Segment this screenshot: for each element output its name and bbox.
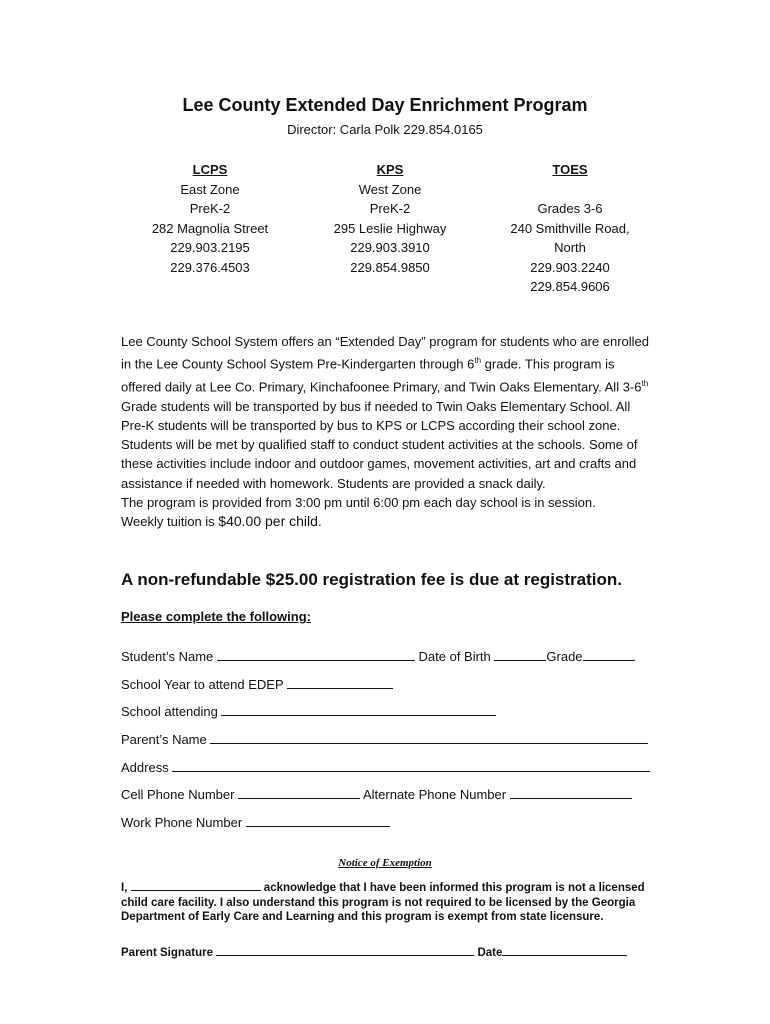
form-row-address <box>121 759 650 775</box>
location-phone: 229.903.3910 <box>350 240 430 255</box>
location-phone: 229.376.4503 <box>170 259 250 275</box>
cell-phone-label: Cell Phone Number <box>121 787 235 802</box>
date-field[interactable] <box>502 944 627 956</box>
school-year-field[interactable] <box>287 676 393 689</box>
school-attending-label: School attending <box>121 704 218 719</box>
location-lcps <box>110 160 310 277</box>
exemption-acknowledgement <box>121 879 661 925</box>
location-address: 282 Magnolia Street <box>151 220 269 236</box>
exemption-heading: Notice of Exemption <box>338 857 432 869</box>
location-address: 240 Smithville Road, <box>510 220 630 236</box>
form-row-phones <box>121 786 632 802</box>
ack-name-field[interactable] <box>131 879 261 891</box>
dob-field[interactable] <box>494 648 546 661</box>
page-title: Lee County Extended Day Enrichment Program <box>182 95 588 115</box>
parent-name-field[interactable] <box>210 731 648 744</box>
student-name-field[interactable] <box>217 648 415 661</box>
location-name: TOES <box>552 162 588 177</box>
grade-label: Grade <box>546 649 583 664</box>
location-name: LCPS <box>192 162 228 177</box>
parent-signature-field[interactable] <box>216 944 474 956</box>
parent-signature-label: Parent Signature <box>121 947 214 959</box>
alt-phone-field[interactable] <box>510 786 632 799</box>
form-row-school-year <box>121 676 393 692</box>
location-grades: Grades 3-6 <box>537 201 603 216</box>
location-grades: PreK-2 <box>189 201 231 216</box>
tuition-amount: $40.00 per child. <box>218 513 322 530</box>
location-kps <box>290 160 490 277</box>
location-phone: 229.854.9606 <box>530 279 610 294</box>
description-text: Lee County School System offers an “Extended Day” program for students who are enrolled in the Lee County School System Pre-Kindergarten through 6 <box>121 334 649 372</box>
form-row-student <box>121 648 635 664</box>
ack-text: acknowledge that I have been informed this program is not a licensed child care facility. I also understand this program is not required to be licensed by the Georgia Department of Early Care and Learning and this program is exempt from state licensure. <box>121 882 645 923</box>
location-phone: 229.903.2195 <box>170 240 250 255</box>
school-attending-field[interactable] <box>221 703 496 716</box>
description-paragraph <box>121 332 651 493</box>
description-text: grade. This program is offered daily at Lee Co. Primary, Kinchafoonee Primary, and Twin Oaks Elementary. All 3-6 <box>121 356 642 395</box>
registration-fee-notice: A non-refundable $25.00 registration fee is due at registration. <box>121 570 622 589</box>
director-line: Director: Carla Polk 229.854.0165 <box>287 122 483 137</box>
date-label: Date <box>477 947 503 959</box>
form-row-parent <box>121 731 648 747</box>
address-field[interactable] <box>172 759 650 772</box>
program-hours: The program is provided from 3:00 pm until 6:00 pm each day school is in session. <box>121 495 596 511</box>
form-heading: Please complete the following: <box>121 609 311 624</box>
location-name: KPS <box>376 162 404 177</box>
school-year-label: School Year to attend EDEP <box>121 677 284 692</box>
program-description <box>121 332 651 532</box>
location-grades: PreK-2 <box>369 201 411 216</box>
form-row-work-phone <box>121 814 390 830</box>
tuition-label: Weekly tuition is <box>121 514 219 530</box>
alt-phone-label: Alternate Phone Number <box>362 787 507 802</box>
signature-row <box>121 944 627 959</box>
location-address-cont: North <box>554 240 586 255</box>
student-name-label: Student’s Name <box>121 649 214 664</box>
parent-name-label: Parent’s Name <box>121 732 207 747</box>
location-toes <box>470 160 670 297</box>
grade-field[interactable] <box>583 648 635 661</box>
location-phone: 229.854.9850 <box>350 259 430 275</box>
ack-i-label: I, <box>121 882 128 894</box>
superscript: th <box>641 378 649 388</box>
location-zone: East Zone <box>180 181 240 197</box>
address-label: Address <box>121 760 169 775</box>
dob-label: Date of Birth <box>418 649 491 664</box>
location-blank-line <box>470 180 670 200</box>
work-phone-label: Work Phone Number <box>121 815 243 830</box>
location-phone: 229.903.2240 <box>530 259 610 275</box>
description-text: Grade students will be transported by bus if needed to Twin Oaks Elementary School. All Pre-K students will be transported by bus to KPS or LCPS according their school zone. Students will be met by qualified staff to conduct student activities at the schools. Some of these activities include indoor and outdoor games, movement activities, art and crafts and assistance if needed with homework. Students are provided a snack daily. <box>121 398 638 491</box>
location-zone: West Zone <box>358 181 422 197</box>
tuition-line <box>121 512 651 531</box>
superscript: th <box>474 356 482 366</box>
work-phone-field[interactable] <box>246 814 390 827</box>
location-address: 295 Leslie Highway <box>333 220 447 236</box>
form-row-school-attending <box>121 703 496 719</box>
cell-phone-field[interactable] <box>238 786 360 799</box>
